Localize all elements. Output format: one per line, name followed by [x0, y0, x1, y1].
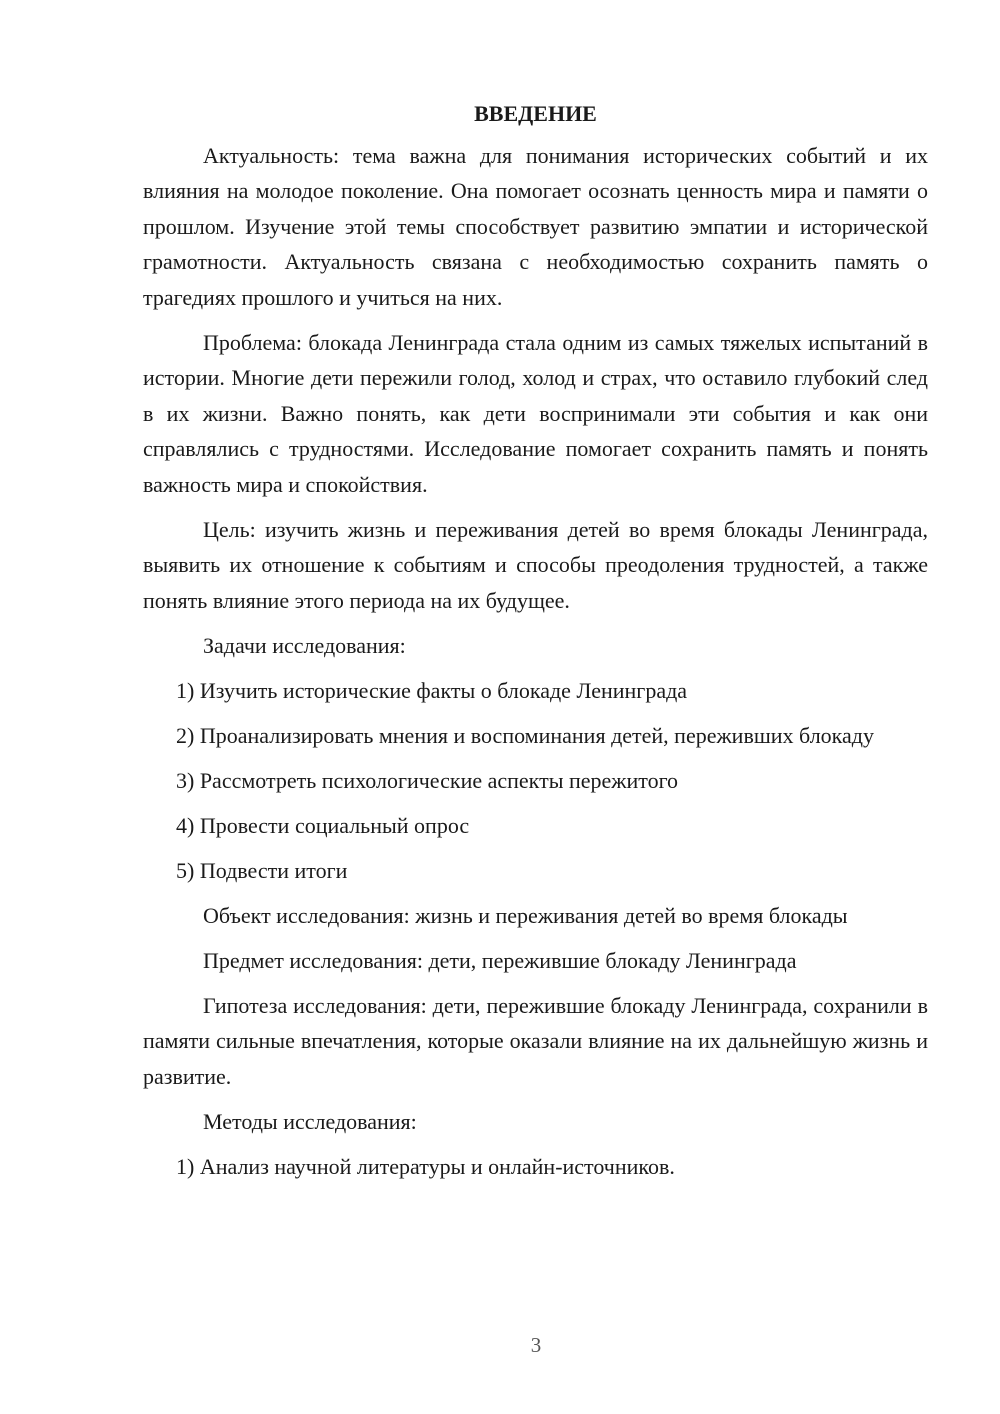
- object-paragraph: Объект исследования: жизнь и переживания детей во время блокады: [203, 902, 848, 928]
- section-title: ВВЕДЕНИЕ: [474, 101, 597, 126]
- problem-paragraph: Проблема: блокада Ленинграда стала одним из самых тяжелых испытаний в истории. Многие дети пережили голод, холод и страх, что оставило глубокий след в их жизни. Важно понять, как дети воспринимали эти события и как они справлялись с трудностями. Исследование помогает сохранить память и понять важность мира и спокойствия.: [143, 329, 928, 497]
- tasks-heading: Задачи исследования:: [203, 632, 406, 658]
- task-item-1: 1) Изучить исторические факты о блокаде Ленинграда: [176, 677, 688, 703]
- task-item-3: 3) Рассмотреть психологические аспекты пережитого: [176, 767, 679, 793]
- hypothesis-paragraph: Гипотеза исследования: дети, пережившие блокаду Ленинграда, сохранили в памяти сильные впечатления, которые оказали влияние на их дальнейшую жизнь и развитие.: [143, 992, 928, 1089]
- task-item-5: 5) Подвести итоги: [176, 857, 348, 883]
- document-page: [143, 96, 928, 1194]
- goal-paragraph: Цель: изучить жизнь и переживания детей во время блокады Ленинграда, выявить их отношение к событиям и способы преодоления трудностей, а также понять влияние этого периода на их будущее.: [143, 516, 928, 613]
- relevance-paragraph: Актуальность: тема важна для понимания исторических событий и их влияния на молодое поколение. Она помогает осознать ценность мира и памяти о прошлом. Изучение этой темы способствует развитию эмпатии и исторической грамотности. Актуальность связана с необходимостью сохранить память о трагедиях прошлого и учиться на них.: [143, 142, 928, 310]
- task-item-2: 2) Проанализировать мнения и воспоминания детей, переживших блокаду: [176, 722, 874, 748]
- methods-heading: Методы исследования:: [203, 1108, 417, 1134]
- method-item-1: 1) Анализ научной литературы и онлайн-источников.: [176, 1153, 675, 1179]
- task-item-4: 4) Провести социальный опрос: [176, 812, 470, 838]
- subject-paragraph: Предмет исследования: дети, пережившие блокаду Ленинграда: [203, 947, 797, 973]
- page-number: 3: [530, 1333, 542, 1357]
